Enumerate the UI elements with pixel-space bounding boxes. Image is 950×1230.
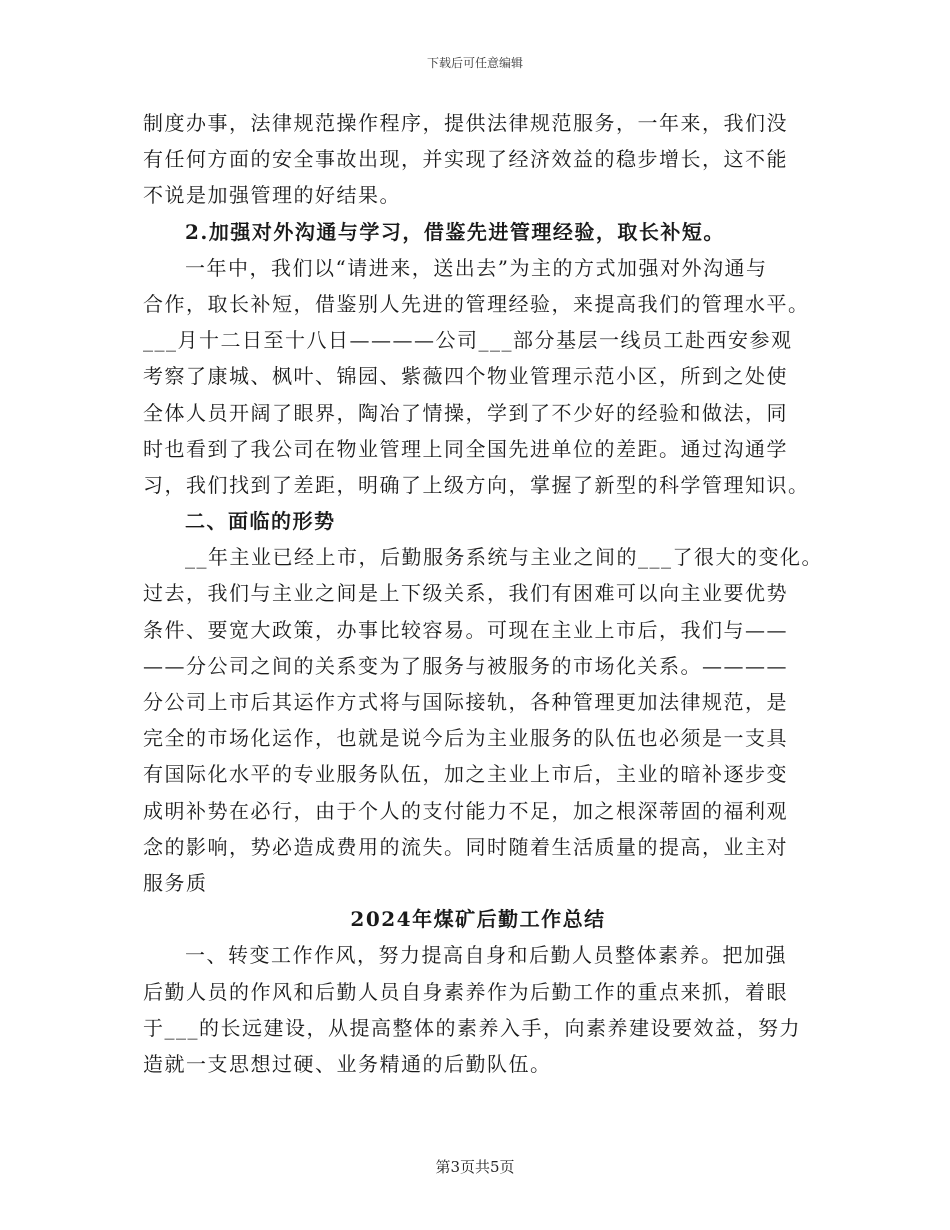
page-footer: 第3页共5页 bbox=[435, 1158, 515, 1176]
paragraph-line: 完全的市场化运作，也就是说今后为主业服务的队伍也必须是一支具 bbox=[143, 726, 788, 751]
paragraph-line: 合作，取长补短，借鉴别人先进的管理经验，来提高我们的管理水平。 bbox=[143, 291, 810, 316]
paragraph-line: 后勤人员的作风和后勤人员自身素养作为后勤工作的重点来抓，着眼 bbox=[143, 979, 788, 1004]
section-heading: 2.加强对外沟通与学习，借鉴先进管理经验，取长补短。 bbox=[185, 219, 725, 244]
page-header: 下载后可任意编辑 bbox=[426, 56, 523, 70]
paragraph-line: 条件、要宽大政策，办事比较容易。可现在主业上市后，我们与—— bbox=[143, 617, 788, 642]
paragraph-line: 分公司上市后其运作方式将与国际接轨，各种管理更加法律规范，是 bbox=[143, 690, 788, 714]
paragraph-line: 时也看到了我公司在物业管理上同全国先进单位的差距。通过沟通学 bbox=[143, 436, 788, 461]
paragraph-line: 成明补势在必行，由于个人的支付能力不足，加之根深蒂固的福利观 bbox=[143, 798, 788, 823]
paragraph-line: 一、转变工作作风，努力提高自身和后勤人员整体素养。把加强 bbox=[185, 943, 787, 968]
document-title: 2024年煤矿后勤工作总结 bbox=[350, 907, 606, 932]
paragraph-line: 有任何方面的安全事故出现，并实现了经济效益的稳步增长，这不能 bbox=[143, 147, 788, 172]
paragraph-line: 一年中，我们以“请进来，送出去”为主的方式加强对外沟通与 bbox=[185, 255, 768, 280]
paragraph-line: 造就一支思想过硬、业务精通的后勤队伍。 bbox=[143, 1051, 552, 1076]
paragraph-line: 于___的长远建设，从提高整体的素养入手，向素养建设要效益，努力 bbox=[143, 1015, 801, 1040]
paragraph-line: 习，我们找到了差距，明确了上级方向，掌握了新型的科学管理知识。 bbox=[143, 472, 810, 497]
section-heading: 二、面临的形势 bbox=[185, 509, 336, 534]
paragraph-line: ——分公司之间的关系变为了服务与被服务的市场化关系。———— bbox=[143, 653, 788, 678]
paragraph-line: 全体人员开阔了眼界，陶冶了情操，学到了不少好的经验和做法，同 bbox=[143, 400, 788, 425]
paragraph-line: 服务质 bbox=[143, 870, 208, 895]
paragraph-line: 过去，我们与主业之间是上下级关系，我们有困难可以向主业要优势 bbox=[143, 581, 788, 606]
paragraph-line: __年主业已经上市，后勤服务系统与主业之间的___了很大的变化。 bbox=[185, 545, 823, 570]
paragraph-line: ___月十二日至十八日————公司___部分基层一线员工赴西安参观 bbox=[143, 328, 793, 353]
paragraph-line: 制度办事，法律规范操作程序，提供法律规范服务，一年来，我们没 bbox=[143, 111, 788, 135]
document-body bbox=[143, 105, 823, 1082]
paragraph-line: 念的影响，势必造成费用的流失。同时随着生活质量的提高，业主对 bbox=[143, 834, 788, 859]
paragraph-line: 考察了康城、枫叶、锦园、紫薇四个物业管理示范小区，所到之处使 bbox=[143, 364, 788, 389]
paragraph-line: 有国际化水平的专业服务队伍，加之主业上市后，主业的暗补逐步变 bbox=[143, 762, 788, 787]
paragraph-line: 不说是加强管理的好结果。 bbox=[143, 183, 401, 208]
